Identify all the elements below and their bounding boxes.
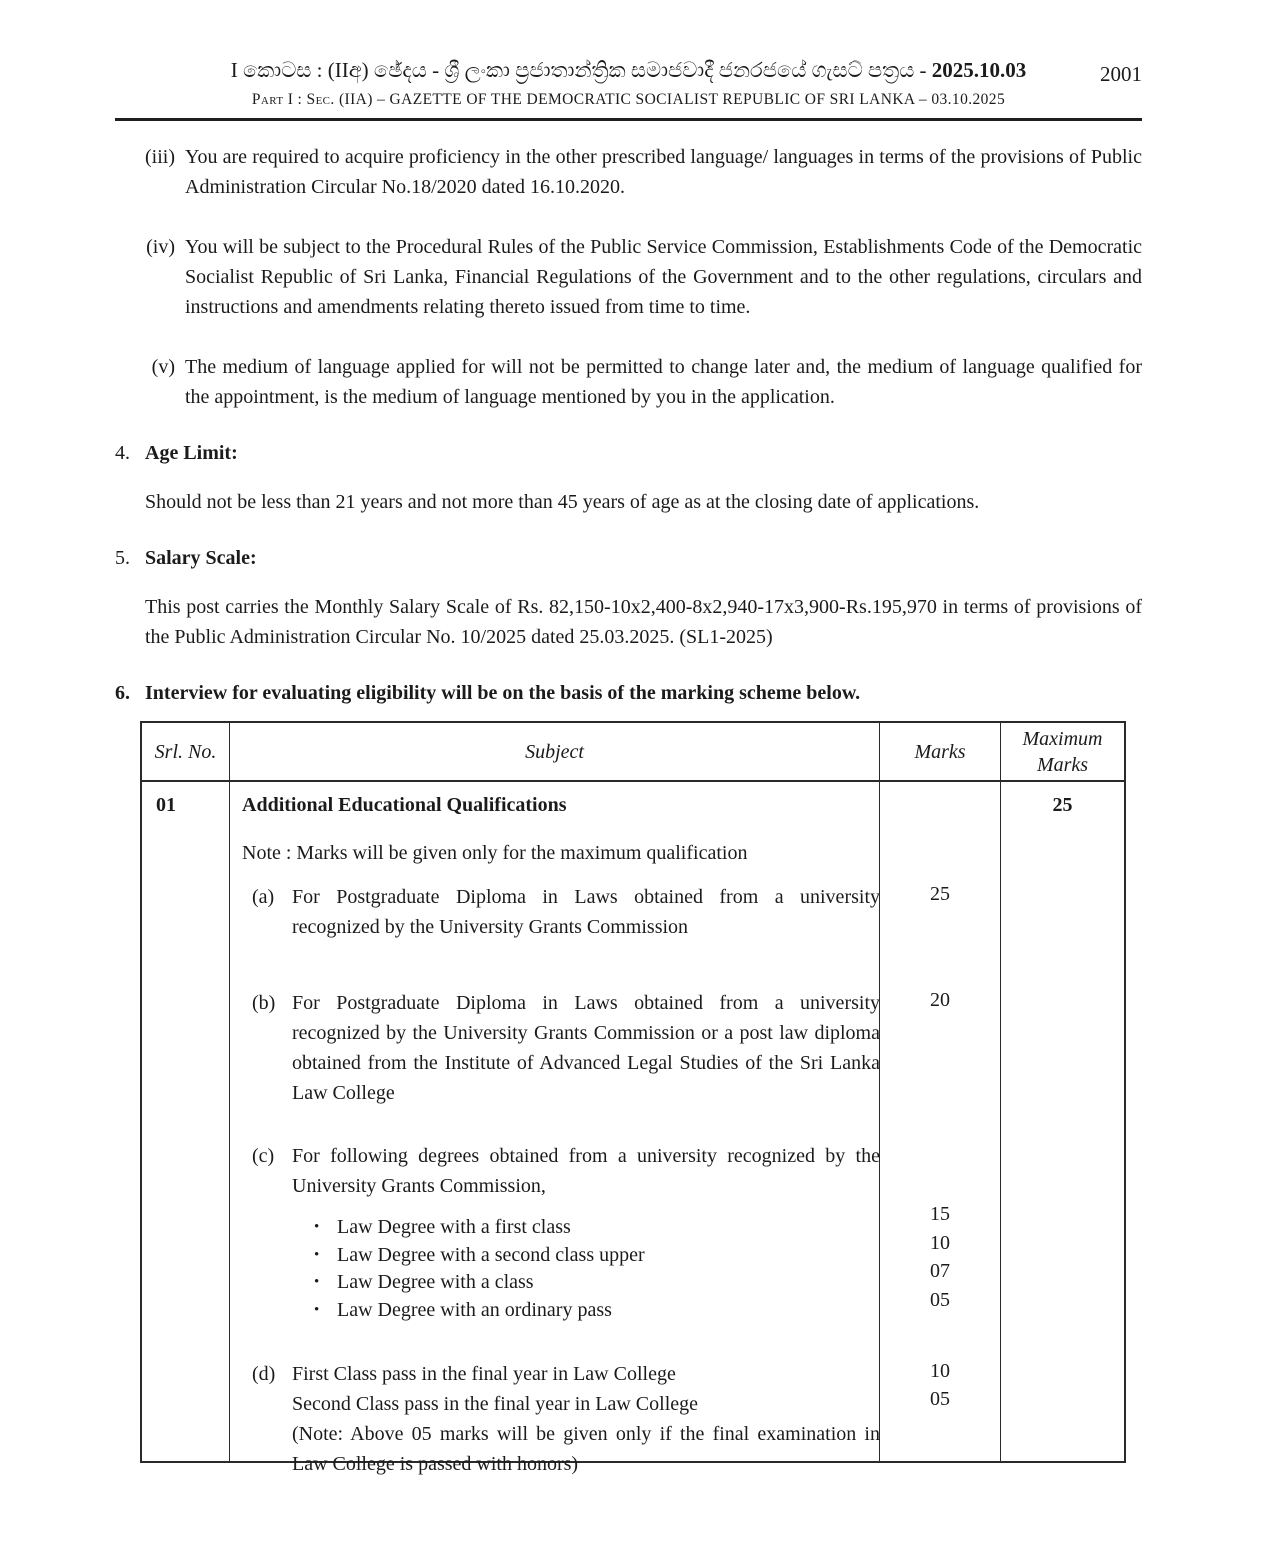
table-header-row	[142, 723, 1124, 782]
bullet-icon: •	[314, 1219, 320, 1235]
clause-iv-text: You will be subject to the Procedural Rules of the Public Service Commission, Establishments Code of the Democratic Socialist Republic of Sri Lanka, Financial Regulations of the Government and to the other regulations, circulars and instructions and amendments relating thereto issued from time to time.	[185, 236, 1142, 318]
clauses	[133, 142, 1142, 412]
section-interview-num: 6.	[115, 682, 130, 704]
item-c-label: (c)	[252, 1145, 275, 1167]
section-salary-scale-body: This post carries the Monthly Salary Scale of Rs. 82,150-10x2,400-8x2,940-17x3,900-Rs.195,970 in terms of provisions of the Public Administration Circular No. 10/2025 dated 25.03.2025. (SL1-2025)	[145, 596, 1142, 648]
list-item	[314, 1297, 645, 1325]
page-number: 2001	[1100, 62, 1142, 86]
clause-v-text: The medium of language applied for will not be permitted to change later and, the medium of language qualified for the appointment, is the medium of language mentioned by you in the application.	[185, 356, 1142, 408]
section-age-limit-title: Age Limit:	[145, 442, 238, 464]
header-sinhala-date: 2025.10.03	[931, 58, 1027, 82]
header-srl-label: Srl. No.	[154, 740, 217, 763]
header-sinhala-text: I කොටස : (IIඅ) ඡේදය - ශ්‍රී ලංකා ප්‍රජාතාන්ත්‍රික සමාජවාදී ජනරජයේ ගැසට් පත්‍රය -	[230, 58, 932, 82]
cell-marks	[880, 782, 1001, 1461]
header-cell-subject	[230, 723, 880, 780]
section-age-limit-num: 4.	[115, 442, 130, 464]
header-english-gazette: – GAZETTE OF THE DEMOCRATIC SOCIALIST REPUBLIC OF SRI LANKA – 03.10.2025	[372, 91, 1006, 108]
bullet-text: Law Degree with a first class	[337, 1216, 571, 1238]
item-b	[252, 988, 880, 1108]
item-d-text	[292, 1359, 880, 1479]
bullet-text: Law Degree with a second class upper	[337, 1243, 645, 1266]
header-max-marks-label: Maximum Marks	[1022, 727, 1103, 776]
header-sinhala	[115, 56, 1142, 84]
section-salary-scale	[115, 543, 1142, 573]
marks-d-2: 05	[930, 1388, 950, 1410]
item-a-label: (a)	[252, 886, 275, 908]
marks-item-c	[880, 1200, 1000, 1314]
list-item	[314, 1269, 645, 1297]
marks-item-a: 25	[930, 883, 950, 905]
clause-iii	[133, 142, 1142, 202]
list-item	[314, 1214, 645, 1242]
clause-iii-num: (iii)	[145, 146, 175, 168]
marks-d-1: 10	[930, 1360, 950, 1382]
table-row	[142, 782, 1124, 1475]
clause-v	[133, 352, 1142, 412]
row-note: Note : Marks will be given only for the maximum qualification	[242, 842, 748, 864]
cell-srl-no	[142, 782, 230, 1461]
bullet-text: Law Degree with an ordinary pass	[337, 1298, 612, 1321]
header-subject-label: Subject	[525, 740, 584, 763]
marks-c-2: 10	[930, 1231, 950, 1254]
marks-c-4: 05	[930, 1288, 950, 1311]
header-marks-label: Marks	[914, 740, 966, 763]
section-salary-scale-num: 5.	[115, 547, 130, 569]
row-max-marks: 25	[1052, 794, 1073, 816]
section-salary-scale-title: Salary Scale:	[145, 547, 257, 569]
item-c-text: For following degrees obtained from a university recognized by the University Grants Commission,	[292, 1145, 880, 1197]
header-english-part: Part I : Sec. (IIA)	[251, 91, 373, 108]
marks-item-b: 20	[930, 989, 950, 1011]
cell-max-marks	[1001, 782, 1124, 1461]
clause-iv	[133, 232, 1142, 322]
item-d-line1: First Class pass in the final year in Law College	[292, 1363, 676, 1385]
item-b-label: (b)	[252, 992, 276, 1014]
section-interview	[115, 678, 1142, 708]
header-cell-marks	[880, 723, 1001, 780]
section-age-limit	[115, 438, 1142, 468]
item-d-label: (d)	[252, 1363, 276, 1385]
item-b-text: For Postgraduate Diploma in Laws obtained from a university recognized by the University Grants Commission or a post law diploma obtained from the Institute of Advanced Legal Studies of the Sri Lanka Law College	[292, 992, 880, 1104]
header-cell-max-marks	[1001, 723, 1124, 780]
cell-subject	[230, 782, 880, 1475]
list-item	[314, 1242, 645, 1270]
marks-c-3: 07	[930, 1260, 950, 1283]
marks-c-1: 15	[930, 1203, 950, 1225]
item-a	[252, 882, 880, 942]
degree-bullet-list	[314, 1214, 645, 1324]
bullet-icon: •	[314, 1301, 320, 1318]
clause-iv-num: (iv)	[146, 236, 175, 258]
row-srl-no: 01	[156, 794, 176, 816]
bullet-icon: •	[314, 1246, 320, 1263]
marks-item-d	[880, 1357, 1000, 1413]
item-c	[252, 1141, 880, 1201]
row-title: Additional Educational Qualifications	[242, 794, 567, 816]
bullet-text: Law Degree with a class	[337, 1271, 534, 1293]
bullet-icon: •	[314, 1274, 320, 1290]
header-rule	[115, 118, 1142, 121]
section-age-limit-body: Should not be less than 21 years and not more than 45 years of age as at the closing date of applications.	[145, 491, 980, 513]
clause-iii-text: You are required to acquire proficiency in the other prescribed language/ languages in terms of the provisions of Public Administration Circular No.18/2020 dated 16.10.2020.	[185, 146, 1142, 198]
clause-v-num: (v)	[151, 356, 175, 378]
marking-scheme-table	[140, 721, 1126, 1475]
section-interview-title: Interview for evaluating eligibility will be on the basis of the marking scheme below.	[145, 682, 861, 704]
header-english	[115, 91, 1142, 109]
item-d	[252, 1359, 880, 1479]
page-content	[115, 56, 1142, 1475]
item-a-text: For Postgraduate Diploma in Laws obtained from a university recognized by the University Grants Commission	[292, 886, 880, 938]
header-cell-srl-no	[142, 723, 230, 780]
item-d-line2: Second Class pass in the final year in Law College	[292, 1393, 699, 1415]
item-d-note: (Note: Above 05 marks will be given only if the final examination in Law College is passed with honors)	[292, 1423, 880, 1475]
